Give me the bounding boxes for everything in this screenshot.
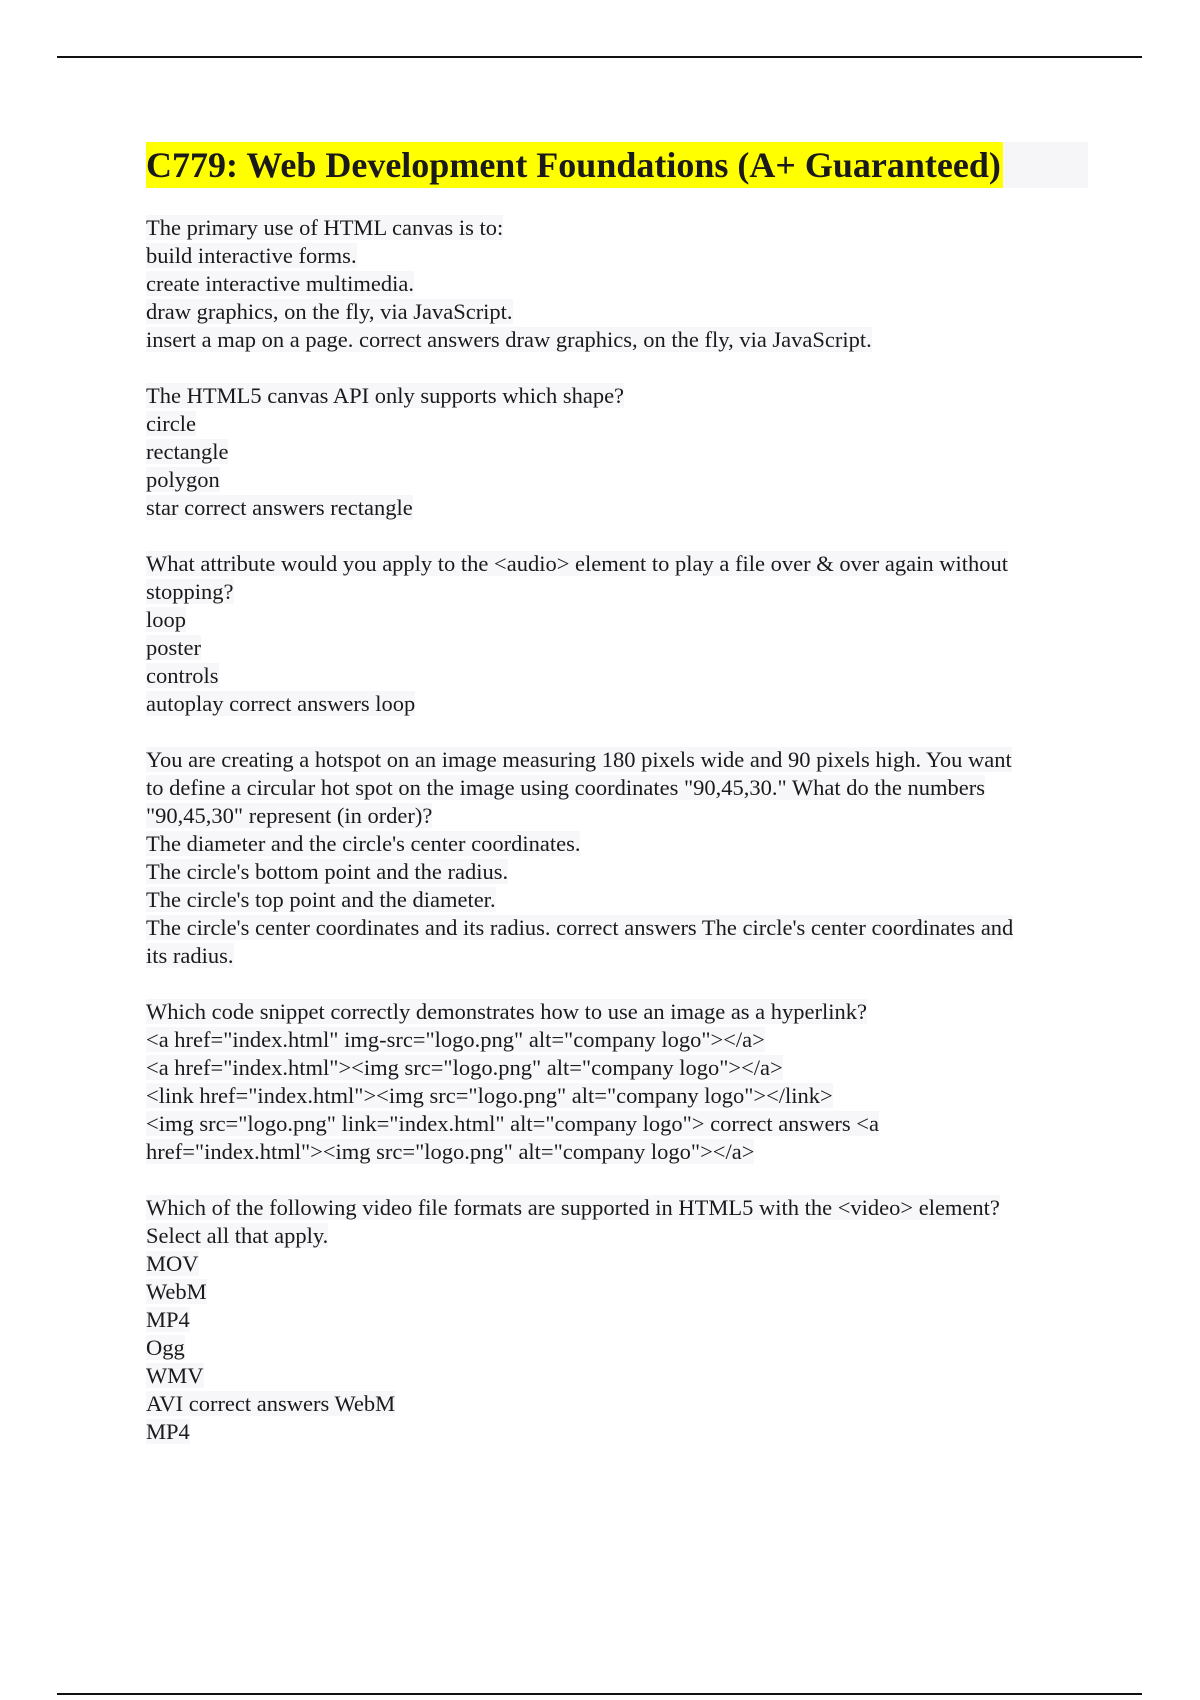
- question-block: [146, 550, 1086, 718]
- answer-option: controls: [146, 663, 219, 688]
- answer-option-with-correct-answer: <img src="logo.png" link="index.html" alt="company logo"> correct answers <a: [146, 1111, 879, 1136]
- answer-option: <link href="index.html"><img src="logo.png" alt="company logo"></link>: [146, 1083, 833, 1108]
- answer-option-with-correct-answer: The circle's center coordinates and its radius. correct answers The circle's center coordinates and: [146, 915, 1014, 940]
- answer-option: MOV: [146, 1251, 199, 1276]
- answer-option: loop: [146, 607, 187, 632]
- answer-option-with-correct-answer: MP4: [146, 1419, 190, 1444]
- answer-option: poster: [146, 635, 201, 660]
- answer-option-with-correct-answer: href="index.html"><img src="logo.png" alt="company logo"></a>: [146, 1139, 755, 1164]
- answer-option: WMV: [146, 1363, 204, 1388]
- question-text: Which of the following video file formats are supported in HTML5 with the <video> element?: [146, 1195, 1000, 1220]
- question-text: to define a circular hot spot on the image using coordinates "90,45,30." What do the numbers: [146, 775, 986, 800]
- answer-option: MP4: [146, 1307, 190, 1332]
- answer-option-with-correct-answer: star correct answers rectangle: [146, 495, 413, 520]
- question-block: [146, 1194, 1086, 1446]
- answer-option: build interactive forms.: [146, 243, 357, 268]
- answer-option: The diameter and the circle's center coordinates.: [146, 831, 581, 856]
- answer-option-with-correct-answer: its radius.: [146, 943, 234, 968]
- answer-option: The circle's top point and the diameter.: [146, 887, 496, 912]
- answer-option-with-correct-answer: insert a map on a page. correct answers draw graphics, on the fly, via JavaScript.: [146, 327, 872, 352]
- title-bar: [146, 142, 1088, 188]
- question-text: The HTML5 canvas API only supports which shape?: [146, 383, 625, 408]
- question-text: What attribute would you apply to the <audio> element to play a file over & over again without: [146, 551, 1009, 576]
- question-text: "90,45,30" represent (in order)?: [146, 803, 433, 828]
- footer-rule: [57, 1693, 1142, 1695]
- answer-option: create interactive multimedia.: [146, 271, 414, 296]
- answer-option: WebM: [146, 1279, 207, 1304]
- header-rule: [57, 56, 1142, 58]
- answer-option: polygon: [146, 467, 220, 492]
- question-text: stopping?: [146, 579, 234, 604]
- question-block: [146, 214, 1086, 354]
- answer-option: The circle's bottom point and the radius.: [146, 859, 509, 884]
- answer-option-with-correct-answer: autoplay correct answers loop: [146, 691, 416, 716]
- page-title: C779: Web Development Foundations (A+ Guaranteed): [146, 142, 1003, 188]
- answer-option: <a href="index.html"><img src="logo.png" alt="company logo"></a>: [146, 1055, 783, 1080]
- answer-option-with-correct-answer: AVI correct answers WebM: [146, 1391, 396, 1416]
- question-block: [146, 746, 1086, 970]
- answer-option: <a href="index.html" img-src="logo.png" alt="company logo"></a>: [146, 1027, 765, 1052]
- answer-option: rectangle: [146, 439, 229, 464]
- question-block: [146, 382, 1086, 522]
- question-block: [146, 998, 1086, 1166]
- question-text: Which code snippet correctly demonstrates how to use an image as a hyperlink?: [146, 999, 868, 1024]
- answer-option: draw graphics, on the fly, via JavaScript.: [146, 299, 513, 324]
- question-text: Select all that apply.: [146, 1223, 329, 1248]
- question-text: You are creating a hotspot on an image measuring 180 pixels wide and 90 pixels high. You want: [146, 747, 1012, 772]
- document-body: [146, 142, 1086, 1474]
- answer-option: Ogg: [146, 1335, 185, 1360]
- question-text: The primary use of HTML canvas is to:: [146, 215, 504, 240]
- answer-option: circle: [146, 411, 196, 436]
